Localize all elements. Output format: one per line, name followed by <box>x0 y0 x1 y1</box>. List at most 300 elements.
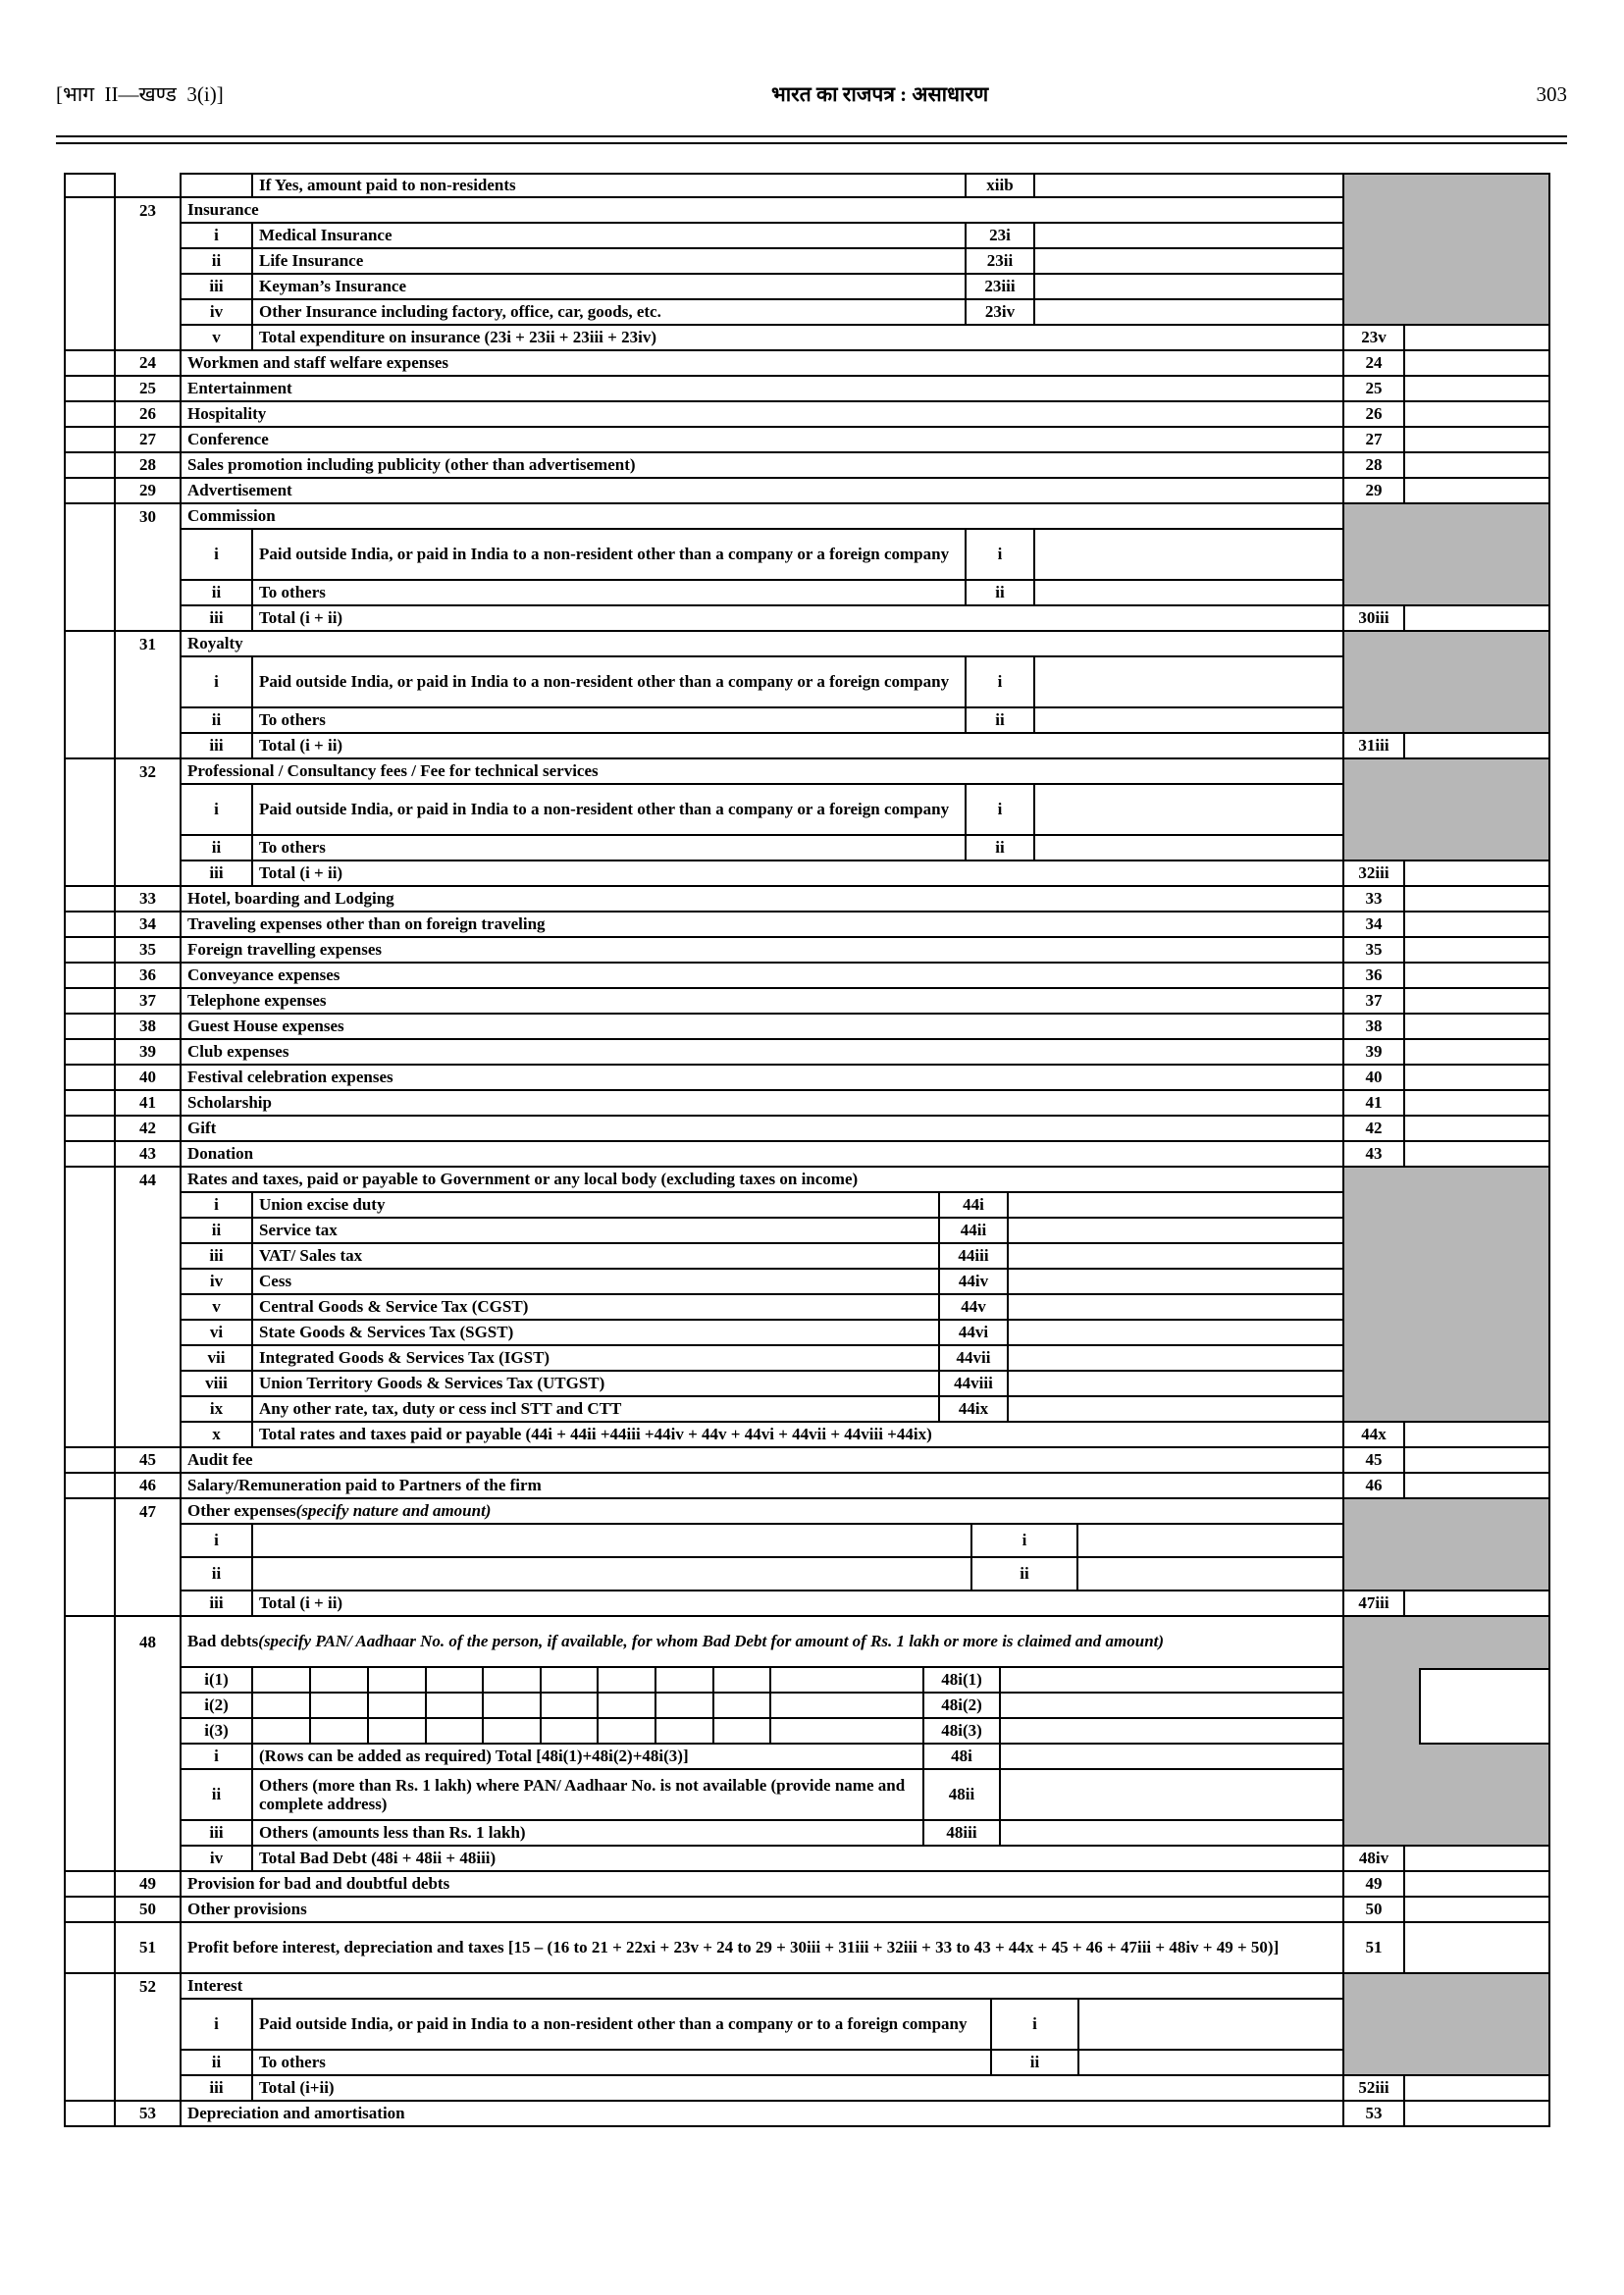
header-title: भारत का राजपत्र : असाधारण <box>770 82 989 106</box>
pan-char-box[interactable] <box>484 1694 542 1719</box>
sub-number: ii <box>182 2051 253 2076</box>
row-label: Hotel, boarding and Lodging <box>182 887 1344 913</box>
value-cell[interactable] <box>1009 1193 1344 1219</box>
table-row-41 <box>66 1091 1550 1117</box>
code-badge: 42 <box>1344 1117 1405 1142</box>
margin-cell <box>66 1091 116 1117</box>
table-row-48iii <box>66 1821 1550 1847</box>
pan-char-box[interactable] <box>484 1719 542 1745</box>
value-cell[interactable] <box>1078 1525 1344 1558</box>
pan-amount-box[interactable] <box>771 1719 924 1745</box>
value-cell[interactable] <box>1405 1923 1550 1974</box>
pan-char-box[interactable] <box>311 1694 369 1719</box>
value-cell[interactable] <box>1405 326 1550 351</box>
code-badge: 48i(1) <box>924 1668 1001 1694</box>
table-row-53 <box>66 2102 1550 2127</box>
value-cell[interactable] <box>1405 402 1550 428</box>
code-badge: 35 <box>1344 938 1405 964</box>
margin-cell <box>66 173 116 198</box>
row-number <box>116 173 182 198</box>
table-row-44ii <box>66 1219 1550 1244</box>
margin-cell <box>66 249 116 275</box>
row-label: If Yes, amount paid to non-residents <box>253 173 967 198</box>
shaded-cell <box>1344 1821 1550 1847</box>
margin-cell <box>66 1066 116 1091</box>
sub-number: ii <box>182 708 253 734</box>
row-number: 46 <box>116 1474 182 1499</box>
table-row-ii <box>66 581 1550 606</box>
row-number <box>116 1219 182 1244</box>
margin-cell <box>66 861 116 887</box>
value-cell[interactable] <box>1405 1591 1550 1617</box>
table-row-44viii <box>66 1372 1550 1397</box>
margin-cell <box>66 2076 116 2102</box>
value-cell[interactable] <box>1035 275 1344 300</box>
sub-number: iii <box>182 734 253 759</box>
table-row-31iii <box>66 734 1550 759</box>
value-cell[interactable] <box>1405 428 1550 453</box>
row-number <box>116 1668 182 1694</box>
value-cell[interactable] <box>1405 913 1550 938</box>
table-row-i <box>66 530 1550 581</box>
value-cell[interactable] <box>1009 1295 1344 1321</box>
code-badge: 44ix <box>940 1397 1009 1423</box>
pan-char-box[interactable] <box>656 1668 714 1694</box>
margin-cell <box>66 1372 116 1397</box>
row-label: Royalty <box>182 632 1344 657</box>
value-cell[interactable] <box>1009 1219 1344 1244</box>
value-cell[interactable] <box>1405 938 1550 964</box>
row-label: Conveyance expenses <box>182 964 1344 989</box>
row-label[interactable] <box>253 1525 972 1558</box>
table-row-44 <box>66 1168 1550 1193</box>
table-row-30iii <box>66 606 1550 632</box>
margin-cell <box>66 1974 116 2000</box>
table-row-32iii <box>66 861 1550 887</box>
table-row-44ix <box>66 1397 1550 1423</box>
margin-cell <box>66 1397 116 1423</box>
table-row-48ii <box>66 1770 1550 1821</box>
row-label: Total (i+ii) <box>253 2076 1344 2102</box>
code-badge: 44x <box>1344 1423 1405 1448</box>
pan-char-box[interactable] <box>369 1694 427 1719</box>
sub-number: iii <box>182 606 253 632</box>
row-label: State Goods & Services Tax (SGST) <box>253 1321 940 1346</box>
margin-cell <box>66 1499 116 1525</box>
row-number <box>116 734 182 759</box>
margin-cell <box>66 1295 116 1321</box>
sub-number: x <box>182 1423 253 1448</box>
margin-cell <box>66 504 116 530</box>
shaded-cell <box>1344 581 1550 606</box>
value-cell[interactable] <box>1405 734 1550 759</box>
margin-cell <box>66 632 116 657</box>
shaded-cell <box>1344 1499 1550 1525</box>
row-label: Sales promotion including publicity (other than advertisement) <box>182 453 1344 479</box>
value-cell[interactable] <box>1035 300 1344 326</box>
pan-amount-box[interactable] <box>771 1694 924 1719</box>
code-badge: 38 <box>1344 1015 1405 1040</box>
margin-cell <box>66 734 116 759</box>
row-number <box>116 861 182 887</box>
row-number <box>116 1770 182 1821</box>
row-number: 51 <box>116 1923 182 1974</box>
value-cell[interactable] <box>1405 887 1550 913</box>
shaded-cell <box>1344 1745 1550 1770</box>
shaded-cell <box>1344 1397 1550 1423</box>
code-badge: xiib <box>967 173 1035 198</box>
value-cell[interactable] <box>1009 1346 1344 1372</box>
shaded-cell <box>1344 657 1550 708</box>
table-row-44v <box>66 1295 1550 1321</box>
value-cell[interactable] <box>1001 1694 1344 1719</box>
sub-number: vi <box>182 1321 253 1346</box>
margin-cell <box>66 198 116 224</box>
value-cell[interactable] <box>1078 1558 1344 1591</box>
margin-cell <box>66 1898 116 1923</box>
shaded-cell <box>1344 1321 1550 1346</box>
margin-cell <box>66 479 116 504</box>
sub-number: i <box>182 1193 253 1219</box>
value-cell[interactable] <box>1009 1397 1344 1423</box>
shaded-cell <box>1344 1372 1550 1397</box>
margin-cell <box>66 1040 116 1066</box>
value-cell[interactable] <box>1009 1244 1344 1270</box>
margin-cell <box>66 913 116 938</box>
row-number: 25 <box>116 377 182 402</box>
value-cell[interactable] <box>1405 2076 1550 2102</box>
row-label: To others <box>253 2051 992 2076</box>
table-row-35 <box>66 938 1550 964</box>
row-number <box>116 1295 182 1321</box>
margin-cell <box>66 1617 116 1668</box>
pan-char-box[interactable] <box>542 1694 599 1719</box>
row-number <box>116 606 182 632</box>
row-label: Profit before interest, depreciation and taxes [15 – (16 to 21 + 22xi + 23v + 24 to 29 + 30iii + 31iii + 32iii + 33 to 43 + 44x + 45 + 46 + 47iii + 48iv + 49 + 50)] <box>182 1923 1344 1974</box>
row-label: Total Bad Debt (48i + 48ii + 48iii) <box>253 1847 1344 1872</box>
value-cell[interactable] <box>1405 861 1550 887</box>
code-badge: 47iii <box>1344 1591 1405 1617</box>
table-row-43 <box>66 1142 1550 1168</box>
table-row-47iii <box>66 1591 1550 1617</box>
sub-number: i <box>182 785 253 836</box>
pan-char-box[interactable] <box>427 1668 484 1694</box>
pan-char-box[interactable] <box>656 1694 714 1719</box>
margin-cell <box>66 1244 116 1270</box>
value-cell[interactable] <box>1405 1872 1550 1898</box>
margin-cell <box>66 1923 116 1974</box>
table-row-42 <box>66 1117 1550 1142</box>
pan-char-box[interactable] <box>427 1719 484 1745</box>
shaded-cell <box>1344 504 1550 530</box>
value-cell[interactable] <box>1035 249 1344 275</box>
row-label: Paid outside India, or paid in India to a non-resident other than a company or to a foreign company <box>253 2000 992 2051</box>
double-rule <box>56 135 1567 144</box>
value-cell[interactable] <box>1405 1448 1550 1474</box>
value-cell[interactable] <box>1405 1040 1550 1066</box>
code-badge: 29 <box>1344 479 1405 504</box>
shaded-cell <box>1344 300 1550 326</box>
row-label: Others (more than Rs. 1 lakh) where PAN/ Aadhaar No. is not available (provide name and complete address) <box>253 1770 924 1821</box>
row-number: 43 <box>116 1142 182 1168</box>
margin-cell <box>66 1770 116 1821</box>
table-row-i <box>66 1525 1550 1558</box>
shaded-cell <box>1344 632 1550 657</box>
row-label: Depreciation and amortisation <box>182 2102 1344 2127</box>
row-number <box>116 1372 182 1397</box>
gazette-header <box>56 80 1567 108</box>
value-cell[interactable] <box>1009 1270 1344 1295</box>
pan-char-box[interactable] <box>599 1694 656 1719</box>
margin-cell <box>66 377 116 402</box>
row-number <box>116 836 182 861</box>
row-number <box>116 1847 182 1872</box>
code-badge: 28 <box>1344 453 1405 479</box>
value-cell[interactable] <box>1035 657 1344 708</box>
value-cell[interactable] <box>1079 2000 1344 2051</box>
code-badge: 48i(2) <box>924 1694 1001 1719</box>
row-label: Total (i + ii) <box>253 861 1344 887</box>
value-cell[interactable] <box>1405 2102 1550 2127</box>
pan-char-box[interactable] <box>427 1694 484 1719</box>
table-row-23v <box>66 326 1550 351</box>
table-row-24 <box>66 351 1550 377</box>
sub-number: i(1) <box>182 1668 253 1694</box>
value-cell[interactable] <box>1405 1117 1550 1142</box>
row-label: Guest House expenses <box>182 1015 1344 1040</box>
value-cell[interactable] <box>1035 530 1344 581</box>
code-badge: 48i(3) <box>924 1719 1001 1745</box>
sub-number: i(3) <box>182 1719 253 1745</box>
value-cell[interactable] <box>1035 581 1344 606</box>
row-label: Any other rate, tax, duty or cess incl STT and CTT <box>253 1397 940 1423</box>
row-number: 49 <box>116 1872 182 1898</box>
sub-number: ii <box>182 249 253 275</box>
code-badge: 26 <box>1344 402 1405 428</box>
shaded-cell <box>1344 1694 1421 1719</box>
value-cell[interactable] <box>1405 1142 1550 1168</box>
sub-number: i <box>182 1745 253 1770</box>
row-label: Total expenditure on insurance (23i + 23ii + 23iii + 23iv) <box>253 326 1344 351</box>
shaded-cell <box>1344 198 1550 224</box>
row-label: Other Insurance including factory, office, car, goods, etc. <box>253 300 967 326</box>
row-label: Other expenses (specify nature and amount) <box>182 1499 1344 1525</box>
value-cell[interactable] <box>1009 1321 1344 1346</box>
sub-number: iii <box>182 1244 253 1270</box>
pan-char-box[interactable] <box>253 1668 311 1694</box>
shaded-cell <box>1344 224 1550 249</box>
margin-cell <box>66 2000 116 2051</box>
margin-cell <box>66 224 116 249</box>
code-badge: 50 <box>1344 1898 1405 1923</box>
margin-cell <box>66 1668 116 1694</box>
row-number <box>116 1321 182 1346</box>
code-badge: 23iv <box>967 300 1035 326</box>
value-cell[interactable] <box>1001 1821 1344 1847</box>
pan-char-box[interactable] <box>599 1668 656 1694</box>
row-label: Telephone expenses <box>182 989 1344 1015</box>
table-row-44vii <box>66 1346 1550 1372</box>
code-badge: ii <box>967 581 1035 606</box>
table-row-47 <box>66 1499 1550 1525</box>
pan-char-box[interactable] <box>656 1719 714 1745</box>
value-cell[interactable] <box>1001 1719 1344 1745</box>
row-number: 28 <box>116 453 182 479</box>
shaded-cell <box>1344 1270 1550 1295</box>
row-label: Bad debts (specify PAN/ Aadhaar No. of the person, if available, for whom Bad Debt for amount of Rs. 1 lakh or more is claimed and amount) <box>182 1617 1344 1668</box>
table-row-i <box>66 657 1550 708</box>
shaded-cell <box>1344 1617 1550 1668</box>
value-cell[interactable] <box>1405 351 1550 377</box>
pan-char-box[interactable] <box>369 1719 427 1745</box>
value-cell[interactable] <box>1009 1372 1344 1397</box>
code-badge: 25 <box>1344 377 1405 402</box>
pan-char-box[interactable] <box>542 1668 599 1694</box>
row-label: Donation <box>182 1142 1344 1168</box>
margin-cell <box>66 326 116 351</box>
value-cell[interactable] <box>1405 606 1550 632</box>
code-badge: 52iii <box>1344 2076 1405 2102</box>
value-cell[interactable] <box>1035 224 1344 249</box>
table-row-52iii <box>66 2076 1550 2102</box>
value-cell[interactable] <box>1405 453 1550 479</box>
value-cell[interactable] <box>1405 1091 1550 1117</box>
value-cell[interactable] <box>1405 989 1550 1015</box>
table-row-23 <box>66 198 1550 224</box>
value-cell[interactable] <box>1405 1898 1550 1923</box>
table-row-29 <box>66 479 1550 504</box>
code-badge: 34 <box>1344 913 1405 938</box>
pan-char-box[interactable] <box>311 1668 369 1694</box>
row-number <box>116 1193 182 1219</box>
row-number: 23 <box>116 198 182 224</box>
pan-char-box[interactable] <box>253 1719 311 1745</box>
row-label: Advertisement <box>182 479 1344 504</box>
code-badge: 36 <box>1344 964 1405 989</box>
value-cell[interactable] <box>1035 173 1344 198</box>
pan-char-box[interactable] <box>714 1719 771 1745</box>
margin-cell <box>66 1847 116 1872</box>
shaded-cell <box>1344 836 1550 861</box>
margin-cell <box>66 1821 116 1847</box>
value-cell[interactable] <box>1405 1423 1550 1448</box>
value-cell[interactable] <box>1001 1745 1344 1770</box>
sub-number: v <box>182 326 253 351</box>
shaded-cell <box>1344 1558 1550 1591</box>
value-cell[interactable] <box>1035 708 1344 734</box>
margin-cell <box>66 1270 116 1295</box>
row-label: Professional / Consultancy fees / Fee for technical services <box>182 759 1344 785</box>
margin-cell <box>66 1321 116 1346</box>
sub-number: i <box>182 657 253 708</box>
shaded-cell <box>1344 249 1550 275</box>
shaded-cell <box>1344 275 1550 300</box>
table-row-44iii <box>66 1244 1550 1270</box>
code-badge: 53 <box>1344 2102 1405 2127</box>
value-cell[interactable] <box>1405 1066 1550 1091</box>
shaded-cell <box>1344 1193 1550 1219</box>
row-number: 26 <box>116 402 182 428</box>
pan-char-box[interactable] <box>369 1668 427 1694</box>
margin-cell <box>66 1591 116 1617</box>
sub-number: iv <box>182 1847 253 1872</box>
table-row-48iv <box>66 1847 1550 1872</box>
row-label[interactable] <box>253 1558 972 1591</box>
value-cell[interactable] <box>1035 785 1344 836</box>
value-cell[interactable] <box>1405 1474 1550 1499</box>
shaded-cell <box>1344 708 1550 734</box>
value-cell[interactable] <box>1405 1847 1550 1872</box>
code-badge: 23iii <box>967 275 1035 300</box>
value-cell[interactable] <box>1405 479 1550 504</box>
shaded-cell <box>1344 1525 1550 1558</box>
value-cell[interactable] <box>1405 377 1550 402</box>
code-badge: 32iii <box>1344 861 1405 887</box>
pan-amount-box[interactable] <box>771 1668 924 1694</box>
margin-cell <box>66 300 116 326</box>
code-badge: 45 <box>1344 1448 1405 1474</box>
value-cell[interactable] <box>1001 1770 1344 1821</box>
row-number <box>116 249 182 275</box>
value-cell[interactable] <box>1079 2051 1344 2076</box>
pan-char-box[interactable] <box>714 1694 771 1719</box>
value-cell[interactable] <box>1035 836 1344 861</box>
code-badge: ii <box>967 836 1035 861</box>
row-label: Interest <box>182 1974 1344 2000</box>
table-row-44i <box>66 1193 1550 1219</box>
row-number <box>116 300 182 326</box>
margin-cell <box>66 1142 116 1168</box>
pan-char-box[interactable] <box>599 1719 656 1745</box>
row-label: Foreign travelling expenses <box>182 938 1344 964</box>
code-badge: 23v <box>1344 326 1405 351</box>
margin-cell <box>66 785 116 836</box>
row-number: 41 <box>116 1091 182 1117</box>
pan-char-box[interactable] <box>484 1668 542 1694</box>
pan-char-box[interactable] <box>253 1694 311 1719</box>
value-cell[interactable] <box>1001 1668 1344 1694</box>
row-label: Audit fee <box>182 1448 1344 1474</box>
shaded-cell <box>1344 785 1550 836</box>
value-cell[interactable] <box>1405 1015 1550 1040</box>
row-number <box>116 2000 182 2051</box>
pan-char-box[interactable] <box>714 1668 771 1694</box>
row-label: Service tax <box>253 1219 940 1244</box>
shaded-cell <box>1344 759 1550 785</box>
margin-cell <box>66 708 116 734</box>
shaded-cell <box>1344 1244 1550 1270</box>
table-row-44iv <box>66 1270 1550 1295</box>
pan-char-box[interactable] <box>311 1719 369 1745</box>
value-cell[interactable] <box>1405 964 1550 989</box>
code-badge: ii <box>972 1558 1078 1591</box>
margin-cell <box>66 1525 116 1558</box>
row-label: Gift <box>182 1117 1344 1142</box>
table-row-27 <box>66 428 1550 453</box>
row-number: 36 <box>116 964 182 989</box>
row-number: 37 <box>116 989 182 1015</box>
shaded-cell <box>1344 530 1550 581</box>
table-row-51 <box>66 1923 1550 1974</box>
row-label: Scholarship <box>182 1091 1344 1117</box>
sub-number: i <box>182 1525 253 1558</box>
margin-cell <box>66 1423 116 1448</box>
code-badge: 24 <box>1344 351 1405 377</box>
pan-char-box[interactable] <box>542 1719 599 1745</box>
table-row-50 <box>66 1898 1550 1923</box>
margin-cell <box>66 989 116 1015</box>
row-label: Workmen and staff welfare expenses <box>182 351 1344 377</box>
